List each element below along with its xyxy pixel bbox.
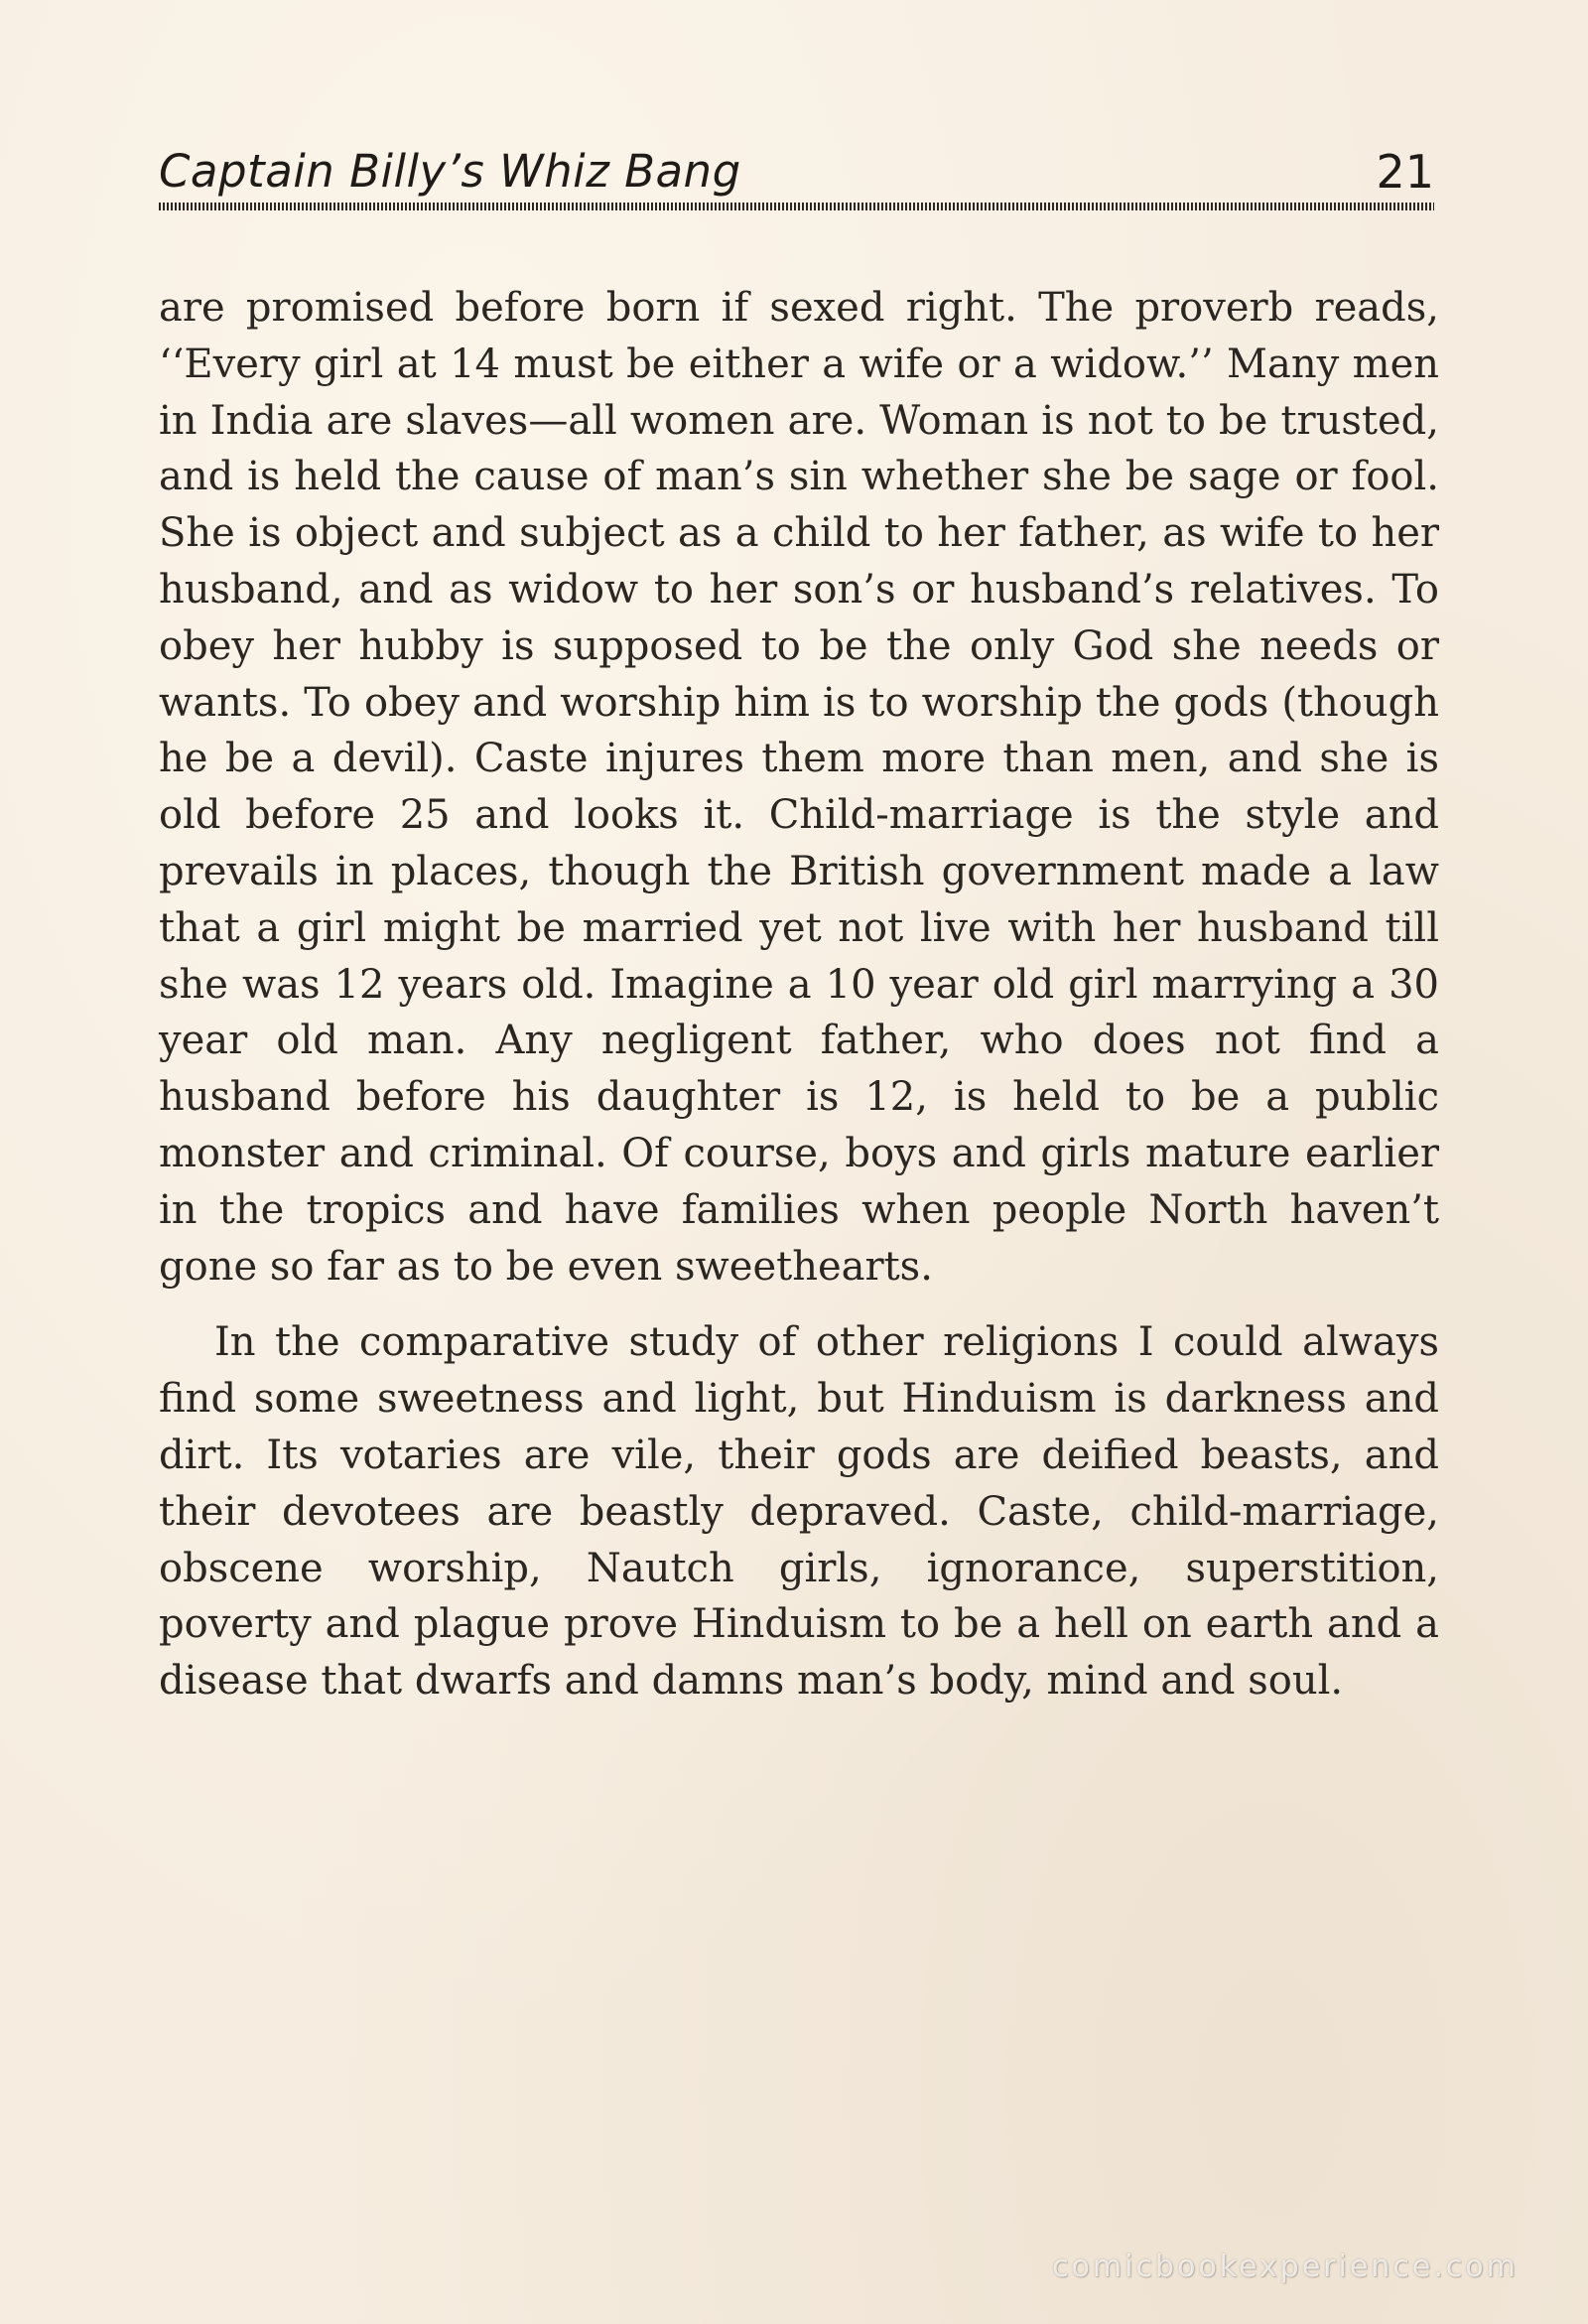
page-header xyxy=(159,139,1434,201)
header-rule xyxy=(159,203,1434,210)
body-text xyxy=(159,280,1439,1709)
running-title: Captain Billy’s Whiz Bang xyxy=(159,145,741,198)
paragraph-2: In the comparative study of other religions I could always find some sweetness and light, but Hinduism is darkness and dirt. Its votaries are vile, their gods are deified beasts, and their devotees are beastly depraved. Caste, child-marriage, obscene worship, Nautch girls, ignorance, superstition, poverty and plague prove Hinduism to be a hell on earth and a disease that dwarfs and damns man’s body, mind and soul. xyxy=(159,1319,1439,1705)
paragraph-1: are promised before born if sexed right. The proverb reads, ‘‘Every girl at 14 must be either a wife or a widow.’’ Many men in India are slaves—all women are. Woman is not to be trusted, and is held the cause of man’s sin whether she be sage or fool. She is object and subject as a child to her father, as wife to her husband, and as widow to her son’s or husband’s relatives. To obey her hubby is supposed to be the only God she needs or wants. To obey and worship him is to worship the gods (though he be a devil). Caste injures them more than men, and she is old before 25 and looks it. Child-marriage is the style and prevails in places, though the British government made a law that a girl might be married yet not live with her husband till she was 12 years old. Imagine a 10 year old girl marrying a 30 year old man. Any negligent father, who does not find a husband before his daughter is 12, is held to be a public monster and criminal. Of course, boys and girls mature earlier in the tropics and have families when people North haven’t gone so far as to be even sweethearts. xyxy=(159,285,1439,1290)
page-number: 21 xyxy=(1376,145,1434,199)
watermark: comicbookexperience.com xyxy=(1052,2250,1519,2284)
